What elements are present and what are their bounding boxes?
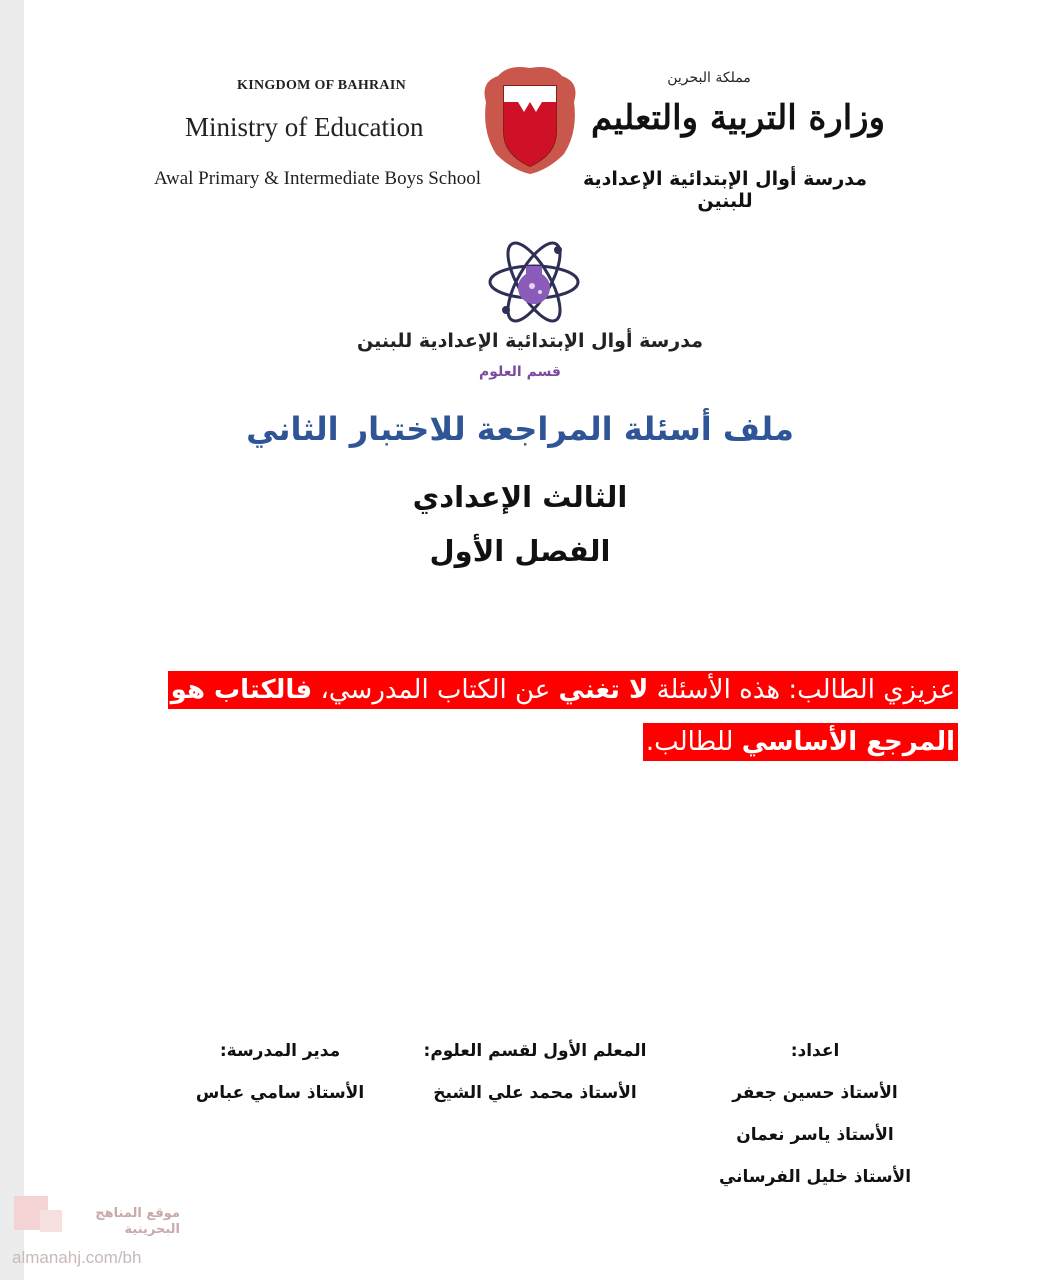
principal-name: الأستاذ سامي عباس: [195, 1083, 365, 1103]
header-ministry-en: Ministry of Education: [185, 112, 424, 142]
watermark-url: almanahj.com/bh: [12, 1248, 142, 1267]
header-school-en: Awal Primary & Intermediate Boys School: [154, 168, 481, 189]
notice-bold-1: لا تغني: [558, 675, 649, 705]
principal-label: مدير المدرسة:: [219, 1041, 341, 1061]
grade-label: الثالث الإعدادي: [412, 480, 628, 514]
header-ministry-ar: وزارة التربية والتعليم: [591, 98, 885, 138]
logo-school-name: مدرسة أوال الإبتدائية الإعدادية للبنين: [357, 330, 703, 352]
notice-text-3: للطالب.: [645, 727, 742, 757]
notice-text-1: عزيزي الطالب: هذه الأسئلة: [648, 675, 955, 705]
term-label: الفصل الأول: [429, 534, 611, 568]
prepared-name-2: الأستاذ ياسر نعمان: [736, 1125, 894, 1145]
head-teacher-name: الأستاذ محمد علي الشيخ: [433, 1083, 637, 1103]
header-kingdom-en: KINGDOM OF BAHRAIN: [237, 78, 406, 93]
student-notice: [96, 664, 958, 768]
header-kingdom-ar: مملكة البحرين: [667, 70, 751, 86]
document-title: ملف أسئلة المراجعة للاختبار الثاني: [246, 410, 794, 448]
credits-prepared-by: [690, 1030, 940, 1198]
science-atom-logo-icon: [486, 236, 582, 328]
page-edge-strip: [0, 0, 24, 1280]
prepared-label: اعداد:: [790, 1041, 840, 1061]
watermark-site-name: موقع المناهج البحرينية: [95, 1206, 180, 1237]
header-school-ar: مدرسة أوال الإبتدائية الإعدادية للبنين: [582, 168, 868, 212]
prepared-name-1: الأستاذ حسين جعفر: [732, 1083, 898, 1103]
credits-principal: [185, 1030, 375, 1114]
bahrain-coat-of-arms-icon: [478, 62, 582, 178]
prepared-name-3: الأستاذ خليل الفرساني: [718, 1167, 912, 1187]
notice-text-2: عن الكتاب المدرسي،: [312, 675, 559, 705]
notice-bold-2: فالكتاب هو المرجع الأساسي: [170, 675, 955, 757]
credits-head-teacher: [420, 1030, 650, 1114]
watermark-logo-shape-2: [40, 1210, 62, 1232]
logo-department: قسم العلوم: [479, 364, 561, 380]
head-teacher-label: المعلم الأول لقسم العلوم:: [423, 1041, 647, 1061]
